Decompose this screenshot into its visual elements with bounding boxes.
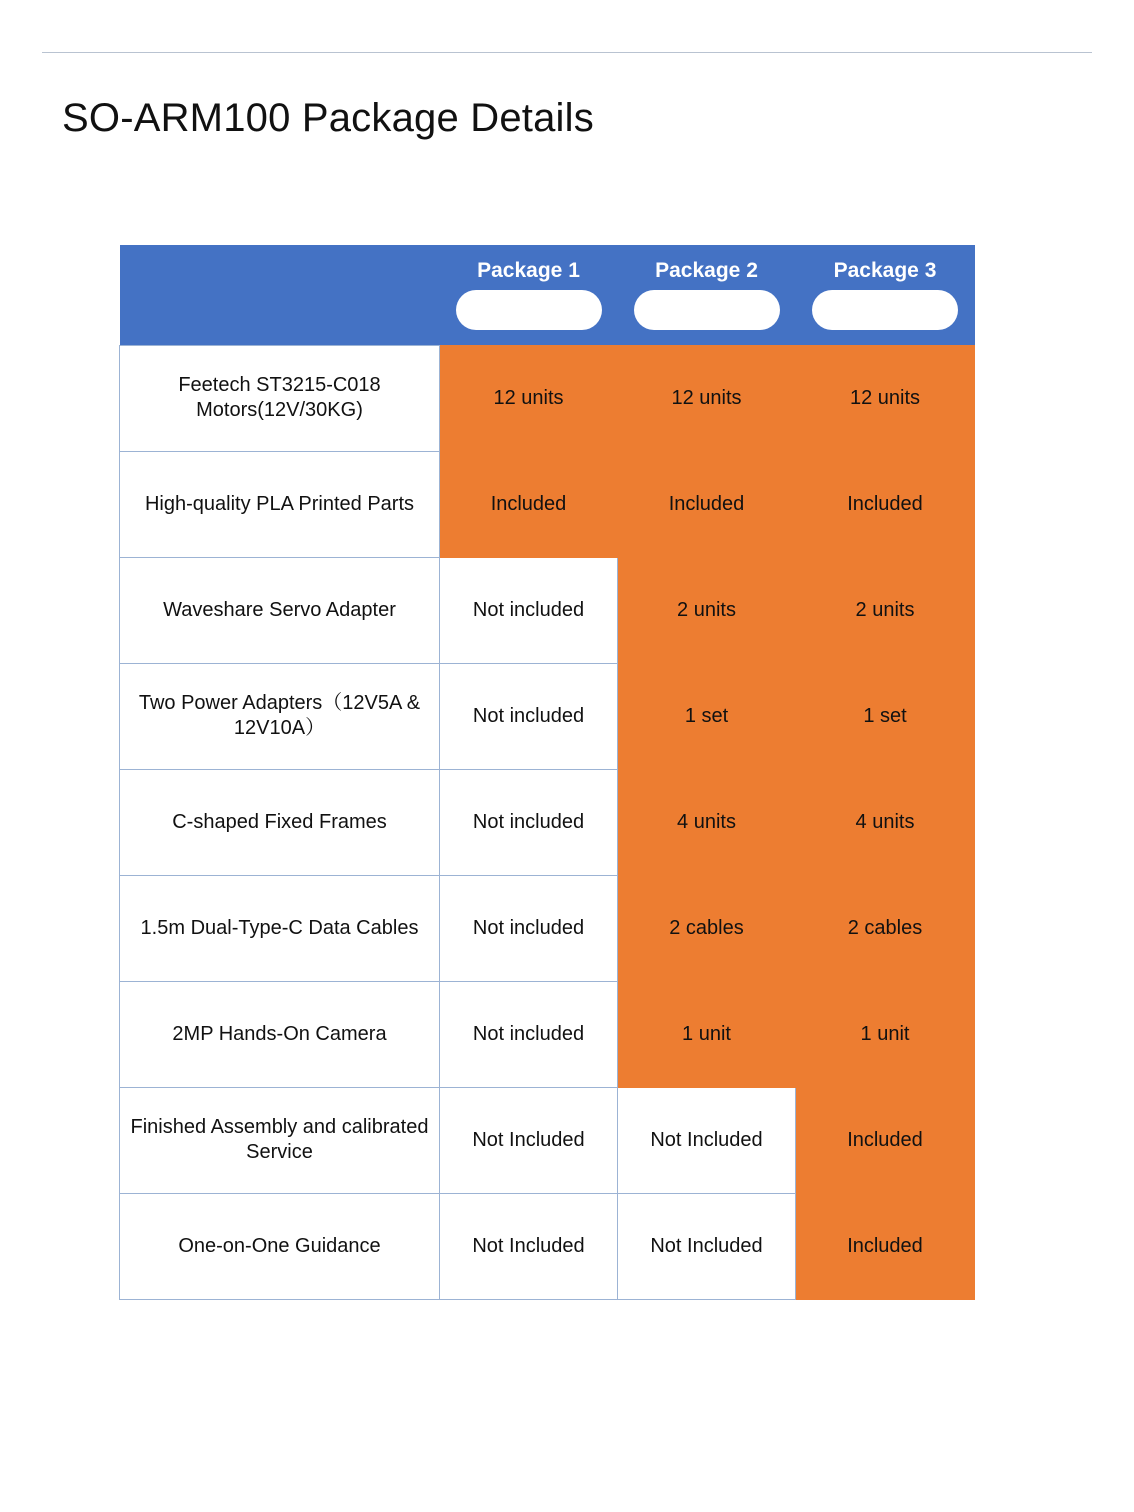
row-cell-package-2: 4 units xyxy=(618,769,796,875)
package-3-price-blank xyxy=(812,290,958,330)
row-cell-package-3: 2 cables xyxy=(796,875,975,981)
package-3-label: Package 3 xyxy=(833,259,937,282)
row-cell-package-1: Not included xyxy=(440,875,618,981)
row-cell-package-2: 12 units xyxy=(618,345,796,451)
row-cell-package-1: Not included xyxy=(440,557,618,663)
row-cell-package-1: Not Included xyxy=(440,1087,618,1193)
row-cell-package-2: 1 unit xyxy=(618,981,796,1087)
row-cell-package-1: Not included xyxy=(440,981,618,1087)
table-row xyxy=(120,451,975,557)
package-2-price-blank xyxy=(634,290,780,330)
package-1-price-blank xyxy=(456,290,602,330)
row-cell-package-2: Not Included xyxy=(618,1193,796,1299)
row-cell-package-2: Not Included xyxy=(618,1087,796,1193)
table-row xyxy=(120,875,975,981)
table-header-cell-package-2 xyxy=(618,245,796,345)
row-cell-package-1: Not included xyxy=(440,663,618,769)
row-cell-package-2: 1 set xyxy=(618,663,796,769)
row-cell-package-2: Included xyxy=(618,451,796,557)
table-header xyxy=(120,245,975,345)
table-row xyxy=(120,1087,975,1193)
row-cell-package-1: Included xyxy=(440,451,618,557)
row-item-label: 2MP Hands-On Camera xyxy=(120,981,440,1087)
page-title: SO-ARM100 Package Details xyxy=(62,96,594,140)
row-item-label: Two Power Adapters（12V5A & 12V10A） xyxy=(120,663,440,769)
row-cell-package-1: Not included xyxy=(440,769,618,875)
package-2-label: Package 2 xyxy=(655,259,758,282)
row-cell-package-3: 1 set xyxy=(796,663,975,769)
row-item-label: Feetech ST3215-C018 Motors(12V/30KG) xyxy=(120,345,440,451)
package-details-table-wrap xyxy=(119,245,974,1300)
package-details-table xyxy=(119,245,975,1300)
table-row xyxy=(120,1193,975,1299)
table-header-cell-item xyxy=(120,245,440,345)
header-divider xyxy=(42,52,1092,53)
package-1-label: Package 1 xyxy=(477,259,580,282)
row-cell-package-1: 12 units xyxy=(440,345,618,451)
table-row xyxy=(120,557,975,663)
table-header-cell-package-1 xyxy=(440,245,618,345)
row-item-label: Finished Assembly and calibrated Service xyxy=(120,1087,440,1193)
row-item-label: C-shaped Fixed Frames xyxy=(120,769,440,875)
row-item-label: High-quality PLA Printed Parts xyxy=(120,451,440,557)
row-cell-package-3: Included xyxy=(796,1087,975,1193)
row-item-label: Waveshare Servo Adapter xyxy=(120,557,440,663)
table-row xyxy=(120,769,975,875)
row-item-label: One-on-One Guidance xyxy=(120,1193,440,1299)
row-cell-package-2: 2 cables xyxy=(618,875,796,981)
table-row xyxy=(120,345,975,451)
table-body xyxy=(120,345,975,1299)
row-cell-package-3: 2 units xyxy=(796,557,975,663)
row-cell-package-3: 12 units xyxy=(796,345,975,451)
row-cell-package-1: Not Included xyxy=(440,1193,618,1299)
table-row xyxy=(120,663,975,769)
table-row xyxy=(120,981,975,1087)
table-header-row xyxy=(120,245,975,345)
row-cell-package-2: 2 units xyxy=(618,557,796,663)
row-cell-package-3: 1 unit xyxy=(796,981,975,1087)
row-cell-package-3: 4 units xyxy=(796,769,975,875)
row-item-label: 1.5m Dual-Type-C Data Cables xyxy=(120,875,440,981)
row-cell-package-3: Included xyxy=(796,451,975,557)
table-header-cell-package-3 xyxy=(796,245,975,345)
row-cell-package-3: Included xyxy=(796,1193,975,1299)
